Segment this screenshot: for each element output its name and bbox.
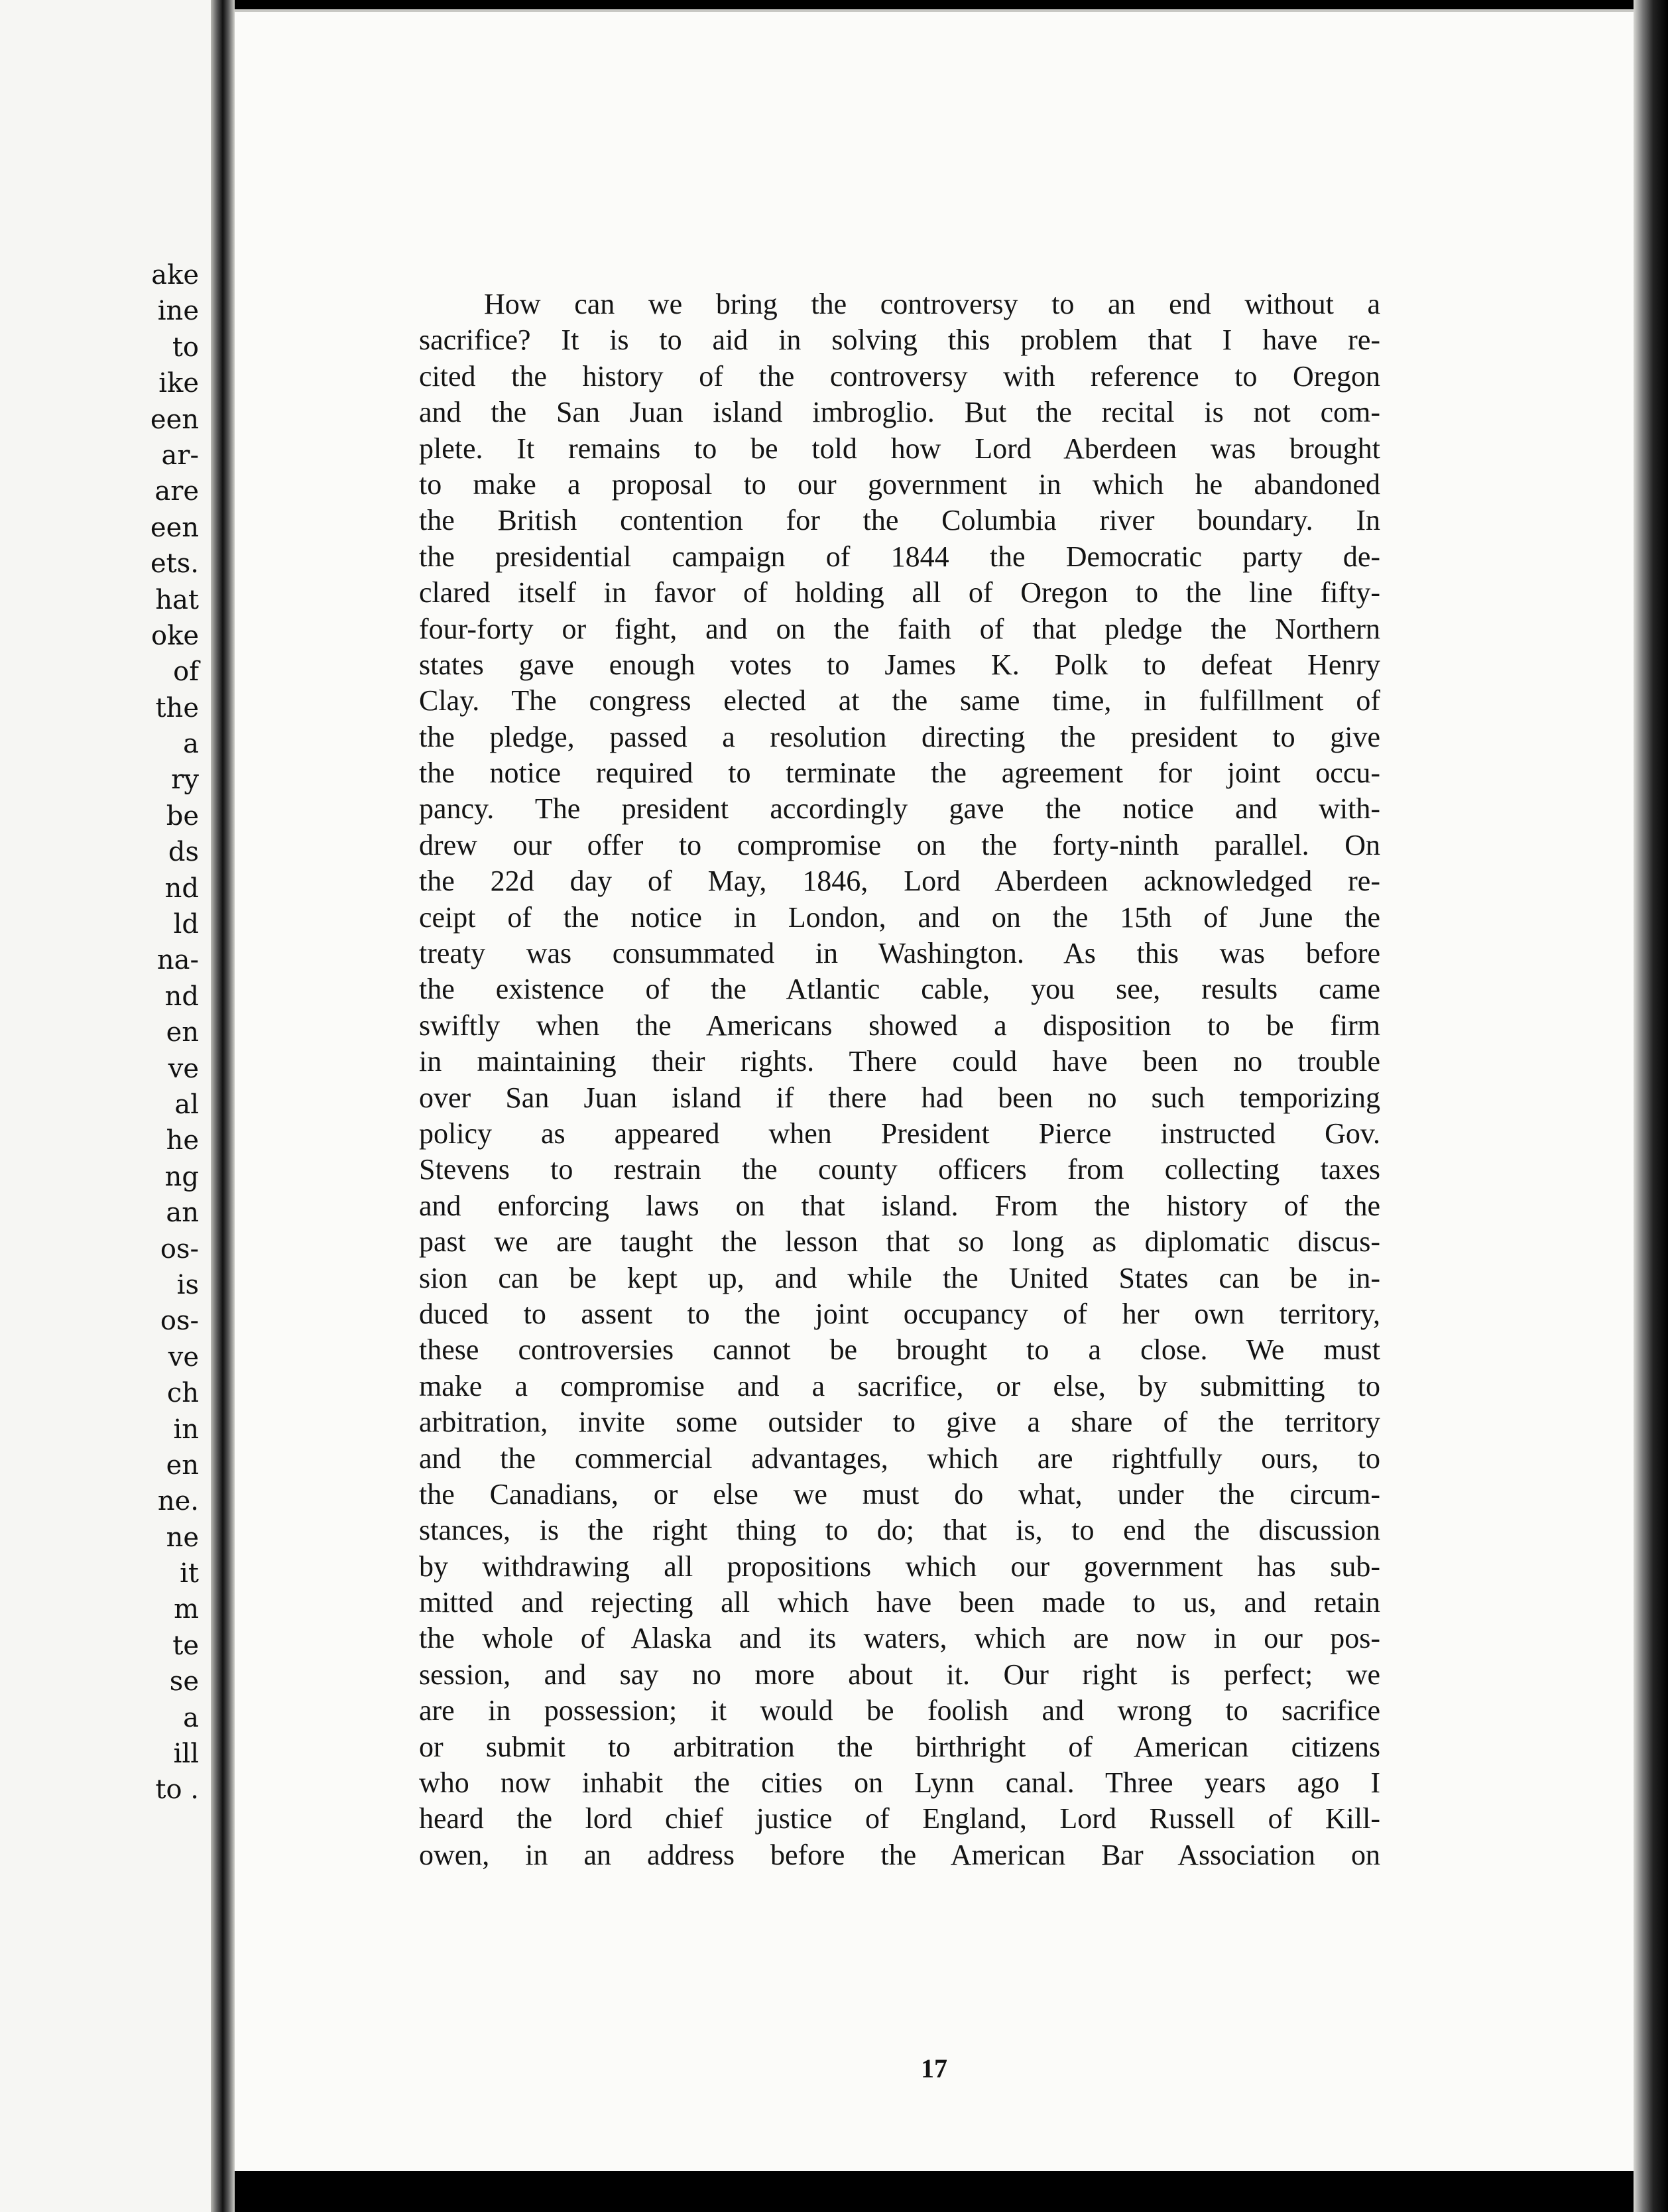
left-page-line-fragment: he bbox=[166, 1125, 199, 1156]
left-page-line-fragment: ve bbox=[168, 1341, 199, 1373]
text-line: policy as appeared when President Pierce instructed Gov. bbox=[419, 1117, 1380, 1150]
left-page-line-fragment: ine bbox=[157, 296, 199, 327]
left-page-line-fragment: a bbox=[183, 1702, 199, 1733]
left-page-line-fragment: to bbox=[172, 332, 199, 363]
left-page-line-ends bbox=[0, 257, 199, 1808]
left-page-line-fragment: een bbox=[150, 404, 199, 435]
left-page-line-fragment: be bbox=[166, 800, 199, 831]
bottom-page-edge bbox=[235, 2171, 1634, 2212]
left-page-line-fragment: ake bbox=[151, 260, 199, 290]
left-page-line-fragment: ve bbox=[168, 1053, 199, 1084]
text-line: duced to assent to the joint occupancy of her own territory, bbox=[419, 1297, 1380, 1330]
text-line: sacrifice? It is to aid in solving this problem that I have re- bbox=[419, 324, 1380, 357]
text-line: heard the lord chief justice of England, Lord Russell of Kill- bbox=[419, 1802, 1380, 1835]
left-page-line-fragment: is bbox=[176, 1269, 199, 1300]
text-line: swiftly when the Americans showed a disposition to be firm bbox=[419, 1009, 1380, 1042]
text-line: the Canadians, or else we must do what, under the circum- bbox=[419, 1477, 1380, 1510]
text-line: ceipt of the notice in London, and on the 15th of June the bbox=[419, 900, 1380, 934]
left-page-line-fragment: en bbox=[166, 1449, 199, 1481]
left-page-line-fragment: of bbox=[173, 656, 199, 688]
left-page-line-fragment: al bbox=[174, 1089, 199, 1120]
left-page-line-fragment: se bbox=[169, 1666, 199, 1697]
page-number: 17 bbox=[921, 2054, 947, 2083]
main-page bbox=[235, 9, 1634, 2171]
left-page-line-fragment: ng bbox=[164, 1161, 199, 1192]
text-line: four-forty or fight, and on the faith of that pledge the Northern bbox=[419, 612, 1380, 645]
left-page-line-fragment: are bbox=[154, 476, 199, 507]
text-line: who now inhabit the cities on Lynn canal. Three years ago I bbox=[419, 1766, 1380, 1800]
text-line: by withdrawing all propositions which our government has sub- bbox=[419, 1550, 1380, 1583]
text-line: to make a proposal to our government in which he abandoned bbox=[419, 467, 1380, 501]
text-line: or submit to arbitration the birthright of American citizens bbox=[419, 1730, 1380, 1763]
text-line: clared itself in favor of holding all of Oregon to the line fifty- bbox=[419, 576, 1380, 609]
left-page-line-fragment: te bbox=[172, 1630, 199, 1661]
text-line: the notice required to terminate the agreement for joint occu- bbox=[419, 757, 1380, 790]
text-line: the British contention for the Columbia river boundary. In bbox=[419, 504, 1380, 537]
text-line: session, and say no more about it. Our right is perfect; we bbox=[419, 1658, 1380, 1691]
text-line: the existence of the Atlantic cable, you see, results came bbox=[419, 973, 1380, 1006]
body-text bbox=[419, 286, 1380, 1873]
text-line: cited the history of the controversy with reference to Oregon bbox=[419, 359, 1380, 393]
text-line: arbitration, invite some outsider to give a share of the territory bbox=[419, 1406, 1380, 1439]
left-page-line-fragment: nd bbox=[164, 981, 199, 1012]
left-page-line-fragment: ch bbox=[166, 1378, 199, 1409]
left-page-line-fragment: in bbox=[173, 1414, 199, 1445]
left-page-line-fragment: ne bbox=[166, 1522, 199, 1553]
text-line: make a compromise and a sacrifice, or else, by submitting to bbox=[419, 1369, 1380, 1402]
text-line: over San Juan island if there had been no such temporizing bbox=[419, 1081, 1380, 1114]
left-page-line-fragment: os- bbox=[160, 1306, 199, 1337]
left-page-line-fragment: ill bbox=[173, 1739, 199, 1770]
text-line: are in possession; it would be foolish and wrong to sacrifice bbox=[419, 1694, 1380, 1727]
text-line: How can we bring the controversy to an end without a bbox=[484, 288, 1380, 320]
text-line: drew our offer to compromise on the forty-ninth parallel. On bbox=[419, 828, 1380, 861]
text-line: plete. It remains to be told how Lord Aberdeen was brought bbox=[419, 432, 1380, 465]
text-line: Clay. The congress elected at the same time, in fulfillment of bbox=[419, 684, 1380, 717]
left-page-line-fragment: the bbox=[155, 692, 199, 723]
text-line: these controversies cannot be brought to a close. We must bbox=[419, 1333, 1380, 1367]
text-line: pancy. The president accordingly gave the notice and with- bbox=[419, 792, 1380, 826]
text-line: the presidential campaign of 1844 the Democratic party de- bbox=[419, 540, 1380, 573]
text-line: past we are taught the lesson that so long as diplomatic discus- bbox=[419, 1225, 1380, 1259]
text-line: sion can be kept up, and while the United States can be in- bbox=[419, 1261, 1380, 1294]
left-page-line-fragment: m bbox=[174, 1594, 199, 1625]
left-page-line-fragment: ike bbox=[158, 368, 199, 399]
page-top-edge bbox=[235, 9, 1634, 12]
left-page-line-fragment: a bbox=[183, 729, 199, 760]
right-page-edge bbox=[1634, 0, 1668, 2212]
left-page-line-fragment: nd bbox=[164, 873, 199, 904]
text-line: and the commercial advantages, which are rightfully ours, to bbox=[419, 1442, 1380, 1475]
left-page-line-fragment: os- bbox=[160, 1233, 199, 1264]
text-line: states gave enough votes to James K. Polk to defeat Henry bbox=[419, 648, 1380, 681]
left-page-line-fragment: en bbox=[166, 1017, 199, 1048]
text-line: in maintaining their rights. There could have been no trouble bbox=[419, 1045, 1380, 1078]
left-page-line-fragment: oke bbox=[151, 620, 199, 651]
text-line: stances, is the right thing to do; that is, to end the discussion bbox=[419, 1514, 1380, 1547]
left-page-line-fragment: an bbox=[166, 1198, 199, 1229]
text-line: the pledge, passed a resolution directing the president to give bbox=[419, 720, 1380, 753]
text-line: Stevens to restrain the county officers from collecting taxes bbox=[419, 1153, 1380, 1186]
left-page-line-fragment: na- bbox=[156, 945, 199, 976]
left-page-line-fragment: ds bbox=[168, 837, 199, 868]
text-line: and the San Juan island imbroglio. But the recital is not com- bbox=[419, 396, 1380, 429]
text-line: treaty was consummated in Washington. As this was before bbox=[419, 937, 1380, 970]
book-gutter bbox=[211, 0, 235, 2212]
left-page-fragment bbox=[0, 0, 211, 2212]
text-line: the 22d day of May, 1846, Lord Aberdeen acknowledged re- bbox=[419, 865, 1380, 898]
left-page-line-fragment: ets. bbox=[150, 548, 199, 580]
left-page-line-fragment: ne. bbox=[157, 1486, 199, 1517]
left-page-line-fragment: ld bbox=[173, 909, 199, 940]
left-page-line-fragment: to . bbox=[155, 1774, 199, 1806]
left-page-line-fragment: it bbox=[180, 1558, 199, 1589]
text-line: mitted and rejecting all which have been made to us, and retain bbox=[419, 1586, 1380, 1619]
left-page-line-fragment: hat bbox=[155, 584, 199, 615]
left-page-line-fragment: ar- bbox=[161, 440, 199, 471]
text-line: owen, in an address before the American Bar Association on bbox=[419, 1838, 1380, 1871]
left-page-line-fragment: ry bbox=[171, 765, 199, 796]
left-page-line-fragment: een bbox=[150, 512, 199, 543]
text-line: the whole of Alaska and its waters, which are now in our pos- bbox=[419, 1622, 1380, 1655]
text-line: and enforcing laws on that island. From the history of the bbox=[419, 1189, 1380, 1222]
